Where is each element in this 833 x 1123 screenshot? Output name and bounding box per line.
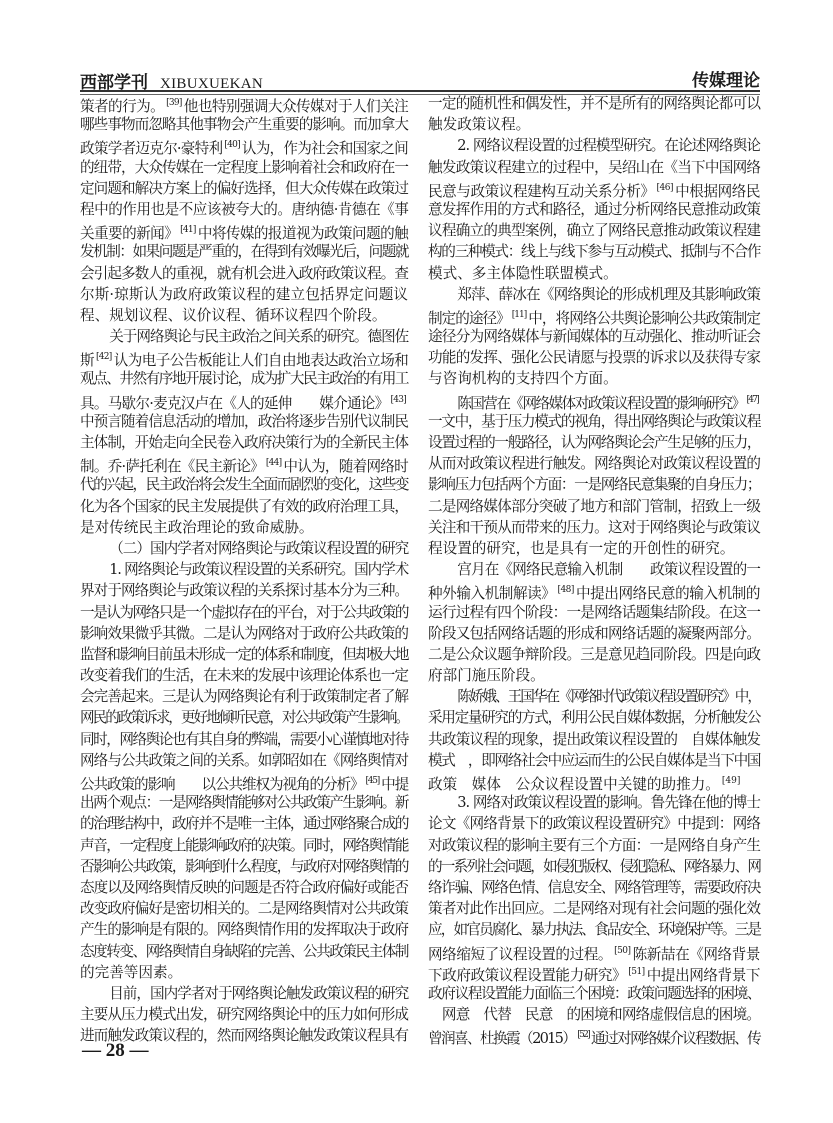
text-segment: 改变着我们的生活，在未来的发展中该理论体系也一定 [80,667,408,685]
text-segment: 代的兴起，民主政治将会发生全面而剧烈的变化，这些变 [80,476,408,494]
text-line [428,898,760,919]
text-segment: 中认为，随着网络时 [283,458,408,476]
text-line [428,983,760,1004]
text-line [428,432,760,453]
text-line [428,729,760,750]
text-segment: 共政策议程的现象，提出政策议程设置的 自媒体触发 [428,730,761,748]
citation-ref: [40] [224,140,240,151]
text-line [80,284,408,305]
section-title: 传媒理论 [692,71,760,91]
text-line [80,856,408,877]
text-line [80,241,408,262]
text-line [80,729,408,750]
text-segment: 运行过程有四个阶段：一是网络话题集结阶段。在这一 [428,603,761,621]
text-line [428,368,760,389]
header-rule [80,90,760,92]
text-segment: 出两个观点：一是网络舆情能够对公共政策产生影响。新 [80,794,408,812]
text-segment: 态度以及网络舆情反映的问题是否符合政府偏好或能否 [80,878,408,896]
text-segment: 主体制，开始走向全民卷入政府决策行为的全新民主体 [80,434,408,451]
citation-ref: [39] [166,98,182,108]
citation-ref: [50] [614,945,631,956]
text-segment: 哪些事物而忽略其他事物会产生重要的影响。而加拿大 [80,116,408,134]
text-line [80,199,408,220]
text-segment: 种外输入机制解读》 [428,585,556,603]
text-segment: 产生的影响是有限的。网络舆情作用的发挥取决于政府 [80,921,408,939]
text-segment: 网络与公共政策之间的关系。如郭昭如在《网络舆情对 [80,751,408,769]
text-segment: 民意与政策议程建构互动关系分析》 [428,182,655,200]
text-line [80,559,408,580]
text-segment: 3. 网络对政策议程设置的影响。鲁先锋在他的博士 [457,794,760,812]
text-line [80,602,408,623]
text-line [428,644,760,665]
citation-ref: [51] [628,966,645,977]
text-line [428,135,760,156]
text-segment: 与咨询机构的支持四个方面。 [428,370,618,388]
text-line [428,474,760,495]
section-heading [80,538,408,559]
text-segment: 应，如官员腐化、暴力执法、食品安全、环境保护等。三是 [428,921,760,939]
text-segment: 宫月在《网络民意输入机制 政策议程设置的一 [457,561,760,579]
text-segment: 关重要的新闻》 [80,225,179,243]
text-segment: 中将传媒的报道视为政策问题的触 [197,225,408,243]
text-segment: 一定的随机性和偶发性，并不是所有的网络舆论都可以 [428,95,761,112]
text-segment: 关于网络舆论与民主政治之间关系的研究。德图佐 [109,328,409,346]
text-line [80,135,408,156]
text-segment: 声音，一定程度上能影响政府的决策。同时，网络舆情能 [80,836,408,854]
text-segment: 目前，国内学者对于网络舆论触发政策议程的研究 [109,984,409,1002]
text-segment: 中提 [380,776,408,793]
text-line [80,750,408,771]
text-segment: 府部门施压阶段。 [428,667,545,685]
text-segment: 否影响公共政策，影响到什么程度，与政府对网络舆情的 [80,857,408,875]
text-line [428,411,760,432]
text-line [80,580,408,601]
text-segment: 的完善等因素。 [80,963,183,981]
text-line [428,559,760,580]
text-segment: 中，将网络公共舆论影响公共政策制定 [528,309,760,327]
citation-ref: [43] [390,394,406,405]
text-segment: 触发政策议程建立的过程中，吴绍山在《当下中国网络 [428,158,761,176]
text-line [428,1004,760,1025]
text-line [80,220,408,241]
text-line [80,771,408,792]
text-segment: 的纽带，大众传媒在一定程度上影响着社会和政府在一 [80,158,408,176]
text-line [428,517,760,538]
text-line [428,199,760,220]
text-segment: 政府议程设置能力面临三个困境：政策问题选择的困境、 [428,984,760,1002]
text-line [80,686,408,707]
text-line [80,305,408,326]
text-segment: 中提出网络民意的输入机制的 [575,585,760,603]
text-segment: 对政策议程的影响主要有三个方面：一是网络自身产生 [428,836,761,854]
text-line [80,941,408,962]
text-segment: 构的三种模式：线上与线下参与互动模式、抵制与不合作 [428,243,760,261]
text-segment: 是对传统民主政治理论的致命威胁。 [80,518,314,536]
text-segment: 制定的途径》 [428,309,510,327]
text-segment: 尔斯·琼斯认为政府政策议程的建立包括界定问题议 [80,285,408,303]
text-line [428,962,760,983]
text-line [428,580,760,601]
text-line [80,93,408,114]
text-line [80,178,408,199]
text-line [428,665,760,686]
text-segment: 会完善起来。三是认为网络舆论有利于政策制定者了解 [80,688,408,706]
citation-ref: [42] [96,352,112,363]
text-line [80,623,408,644]
text-segment: 网意 代替 民意 的困境和网络虚假信息的困境。 [428,1006,761,1024]
text-segment: 1. 网络舆论与政策议程设置的关系研究。国内学术 [109,561,408,579]
text-line [428,919,760,940]
text-segment: 影响效果微乎其微。二是认为网络对于政府公共政策的 [80,624,408,642]
text-line [428,792,760,813]
citation-ref: [48] [557,585,574,596]
text-line [428,602,760,623]
text-line [80,517,408,538]
text-segment: 斯 [80,352,95,370]
text-segment: 二是公众议题争辩阶段。三是意见趋同阶段。四是向政 [428,645,761,663]
text-segment: 2. 网络议程设置的过程模型研究。在论述网络舆论 [457,137,760,155]
text-segment: 论文《网络背景下的政策议程设置研究》中提到：网络 [428,815,761,833]
citation-ref: [47] [746,394,758,405]
text-segment: 监督和影响目前虽未形成一定的体系和制度，但却极大地 [80,645,408,663]
text-line [80,390,408,411]
text-line [80,347,408,368]
text-line [428,877,760,898]
text-segment: 议程确立的典型案例，确立了网络民意推动政策议程建 [428,222,761,240]
text-line [428,941,760,962]
journal-title: 西部学刊 [80,73,148,93]
text-line [428,263,760,284]
citation-ref: [52] [577,1030,589,1041]
right-column [428,93,760,1046]
citation-ref: [46] [656,182,674,193]
text-segment: 网络缩短了议程设置的过程。 [428,945,613,963]
text-line [428,813,760,834]
text-line [80,919,408,940]
citation-ref: [11] [511,309,527,320]
text-segment: 政策学者迈克尔·豪特利 [80,140,223,158]
text-segment: 网民的政策诉求，更好地倾听民意，对公共政策产生影响。 [80,709,408,727]
text-segment: 下政府政策议程设置能力研究》 [428,966,627,984]
text-line [80,368,408,389]
text-line [428,623,760,644]
text-segment: 公共政策的影响 以公共维权为视角的分析》 [80,776,364,793]
text-segment: 他也特别强调大众传媒对于人们关注 [183,98,408,115]
text-line [428,686,760,707]
text-line [428,390,760,411]
text-segment: 曾润喜、杜换霞（2015） [428,1030,576,1048]
citation-ref: [45] [365,776,379,786]
text-segment: 阶段又包括网络话题的形成和网络话题的凝聚两部分。 [428,624,761,642]
text-segment: 制。乔·萨托利在《民主新论》 [80,458,264,476]
text-segment: 的治理结构中，政府并不是唯一主体，通过网络聚合成的 [80,815,408,833]
journal-title-en: XIBUXUEKAN [160,76,263,92]
text-segment: 的一系列社会问题，如侵犯版权、侵犯隐私、网络暴力、网 [428,857,760,875]
text-segment: 模式、多主体隐性联盟模式。 [428,264,618,282]
text-segment: 触发政策议程。 [428,116,531,134]
text-line [428,305,760,326]
text-line [428,220,760,241]
citation-ref: [41] [180,225,196,236]
text-line [80,496,408,517]
text-segment: 发机制：如果问题是严重的，在得到有效曝光后，问题就 [80,243,408,261]
text-line [428,750,760,771]
text-line [80,877,408,898]
text-segment: 界对于网络舆论与政策议程的关系探讨基本分为三种。 [80,582,408,600]
text-line [80,157,408,178]
text-segment: 策者的行为。 [80,98,165,115]
text-line [428,856,760,877]
text-line [80,665,408,686]
text-line [428,114,760,135]
page-number: — 28 — [82,1040,149,1061]
text-segment: 具。马歇尔·麦克汉卢在《人的延伸 媒介通论》 [80,394,389,412]
text-line [428,93,760,114]
text-line [80,983,408,1004]
text-segment: 认为，作为社会和国家之间 [241,140,408,158]
text-segment: 陈娇娥、王国华在《网络时代政策议程设置研究》中， [457,688,760,706]
text-line [80,707,408,728]
text-segment: 程中的作用也是不应该被夸大的。唐纳德·肯德在《事 [80,200,409,218]
text-line [428,707,760,728]
text-line [80,835,408,856]
text-segment: 通过对网络媒介议程数据、传 [590,1030,760,1048]
text-segment: 程设置的研究，也是具有一定的开创性的研究。 [428,539,735,557]
text-segment: 陈新喆在《网络背景 [632,945,760,963]
text-segment: 态度转变、网络舆情自身缺陷的完善、公共政策民主体制 [80,942,408,960]
text-segment: 影响压力包括两个方面：一是网络民意集聚的自身压力； [428,476,760,494]
text-segment: 程、规划议程、议价议程、循环议程四个阶段。 [80,306,387,324]
text-line [428,347,760,368]
text-line [428,538,760,559]
text-line [80,1004,408,1025]
text-line [428,453,760,474]
text-line [428,835,760,856]
text-line [428,771,760,792]
text-segment: （二）国内学者对网络舆论与政策议程设置的研究 [109,539,409,557]
text-segment: 模式 ，即网络社会中应运而生的公民自媒体是当下中国 [428,751,760,769]
text-segment: 关注和干预从而带来的压力。这对于网络舆论与政策议 [428,518,761,536]
text-segment: 二是网络媒体部分突破了地方和部门管制，招致上一级 [428,497,761,515]
text-segment: 意发挥作用的方式和路径，通过分析网络民意推动政策 [428,200,761,218]
text-segment: 同时，网络舆论也有其自身的弊端，需要小心谨慎地对待 [80,730,408,748]
text-line [80,263,408,284]
text-line [428,284,760,305]
text-segment: 设置过程的一般路径，认为网络舆论会产生足够的压力， [428,434,760,451]
text-line [80,411,408,432]
text-segment: 化为各个国家的民主发展提供了有效的政府治理工具， [80,497,408,515]
text-line [80,453,408,474]
text-segment: 策者对此作出回应。二是网络对现有社会问题的强化效 [428,900,761,918]
text-segment: 定问题和解决方案上的偏好选择，但大众传媒在政策过 [80,179,408,197]
text-segment: 改变政府偏好是密切相关的。二是网络舆情对公共政策 [80,900,408,918]
text-line [428,496,760,517]
text-segment: 观点、井然有序地开展讨论，成为扩大民主政治的有用工 [80,370,408,388]
text-line [428,1025,760,1046]
text-line [428,326,760,347]
text-line [80,644,408,665]
text-segment: 络诈骗、网络色情、信息安全、网络管理等，需要政府决 [428,878,760,896]
text-segment: 从而对政策议程进行触发。网络舆论对政策议程设置的 [428,455,761,473]
text-segment: 进而触发政策议程的，然而网络舆论触发政策议程具有 [80,1027,408,1045]
text-segment: 一是认为网络只是一个虚拟存在的平台，对于公共政策的 [80,603,408,621]
text-line [428,157,760,178]
text-segment: 功能的发挥、强化公民请愿与投票的诉求以及获得专家 [428,349,761,367]
citation-ref: [49] [721,776,741,786]
text-segment: 郑萍、薛冰在《网络舆论的形成机理及其影响政策 [457,285,760,303]
text-line [80,962,408,983]
text-segment: 中根据网络民 [675,182,760,200]
text-segment: 一文中，基于压力模式的视角，得出网络舆论与政策议程 [428,412,760,430]
text-segment: 采用定量研究的方式，利用公民自媒体数据，分析触发公 [428,709,760,727]
citation-ref: [44] [265,458,282,469]
text-segment: 政策 媒体 公众议程设置中关键的助推力。 [428,776,720,793]
text-segment: 陈国营在《网络媒体对政策议程设置的影响研究》 [457,394,745,412]
text-line [80,898,408,919]
text-segment: 途径分为网络媒体与新闻媒体的互动强化、推动听证会 [428,328,761,346]
text-line [80,326,408,347]
text-line [80,792,408,813]
text-line [428,241,760,262]
text-segment: 会引起多数人的重视，就有机会进入政府政策议程。查 [80,264,408,282]
text-segment: 认为电子公告板能让人们自由地表达政治立场和 [113,352,408,370]
text-line [80,432,408,453]
text-line [80,474,408,495]
text-line [80,813,408,834]
text-segment: 中提出网络背景下 [646,966,760,984]
text-line [428,178,760,199]
text-segment: 中预言随着信息活动的增加，政治将逐步告别代议制民 [80,412,408,430]
left-column [80,93,408,1046]
text-segment: 主要从压力模式出发，研究网络舆论中的压力如何形成 [80,1006,408,1024]
text-line [80,114,408,135]
